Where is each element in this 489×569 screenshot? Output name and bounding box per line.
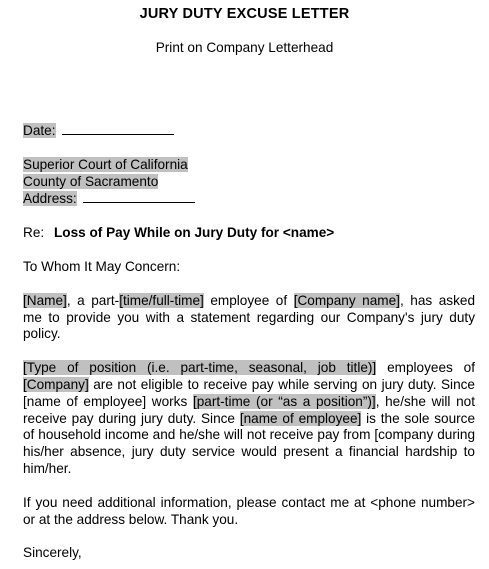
letter-body <box>23 122 475 562</box>
paragraph-3: If you need additional information, please contact me at <phone number> or at the address below. Thank you. <box>23 494 475 527</box>
placeholder-part-time: [part-time (or “as a position”)] <box>192 393 376 409</box>
document-title: JURY DUTY EXCUSE LETTER <box>139 6 350 22</box>
closing: Sincerely, <box>23 545 82 561</box>
address-label: Address: <box>23 191 77 207</box>
placeholder-company-name: [Company name] <box>293 292 400 308</box>
placeholder-employee: [name of employee] <box>239 410 362 426</box>
date-label: Date: <box>23 123 56 138</box>
salutation: To Whom It May Concern: <box>23 258 181 274</box>
document-subtitle: Print on Company Letterhead <box>155 40 334 55</box>
re-subject: Loss of Pay While on Jury Duty for <name> <box>54 225 335 241</box>
placeholder-position: [Type of position (i.e. part-time, seasonal, job title)] <box>23 360 377 376</box>
court-address <box>23 157 475 208</box>
re-label: Re: <box>23 225 45 241</box>
address-line-1: Superior Court of California <box>23 156 188 172</box>
date-blank <box>62 122 174 135</box>
placeholder-name: [Name] <box>23 292 67 308</box>
paragraph-1: [Name], a part-[time/full-time] employee of [Company name], has asked me to provide you with a statement regarding our Company's jury duty policy. <box>23 292 476 342</box>
paragraph-2: [Type of position (i.e. part-time, seasonal, job title)] employees of [Company] are not eligible to receive pay while serving on jury duty. Since [name of employee] works [part-time (or “as a position”)], he/she will not receive pay during jury duty. Since [name of employee] is the sole source of household income and he/she will not receive pay from [company during his/her absence, jury duty service would present a financial hardship to him/her. <box>23 360 476 476</box>
placeholder-company: [Company] <box>23 376 89 392</box>
re-line <box>23 225 475 242</box>
address-blank <box>83 190 195 203</box>
placeholder-time: [time/full-time] <box>119 292 204 308</box>
address-line-2: County of Sacramento <box>23 173 159 189</box>
date-line <box>23 122 475 140</box>
